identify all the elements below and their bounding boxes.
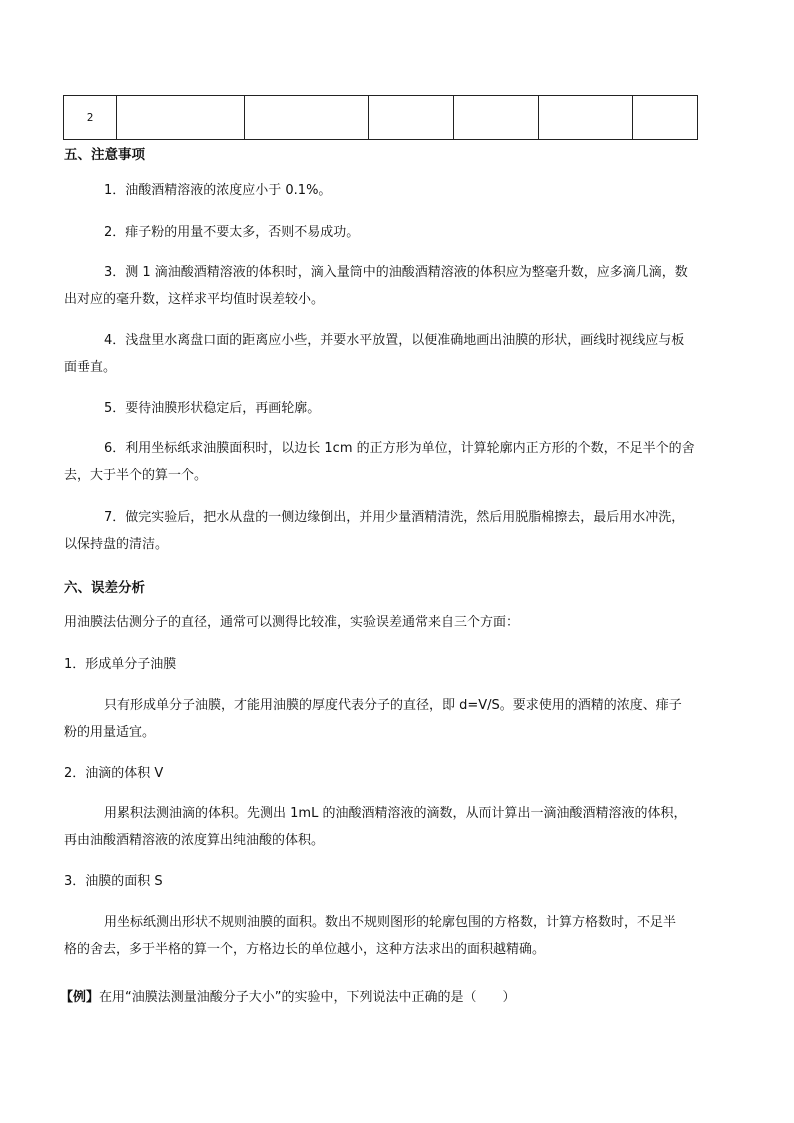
- precaution-5: 5．要待油膜形状稳定后，再画轮廓。: [104, 401, 321, 416]
- error-subtitle-2: 2．油滴的体积 V: [64, 766, 164, 781]
- section-heading-error-analysis: 六、误差分析: [64, 580, 145, 596]
- precaution-4-line-1: 4．浅盘里水离盘口面的距离应小些，并要水平放置，以便准确地画出油膜的形状，画线时视线应与板: [104, 333, 685, 348]
- precaution-7-line-1: 7．做完实验后，把水从盘的一侧边缘倒出，并用少量酒精清洗，然后用脱脂棉擦去，最后用水冲洗，: [104, 510, 685, 525]
- table-row: [64, 96, 698, 140]
- precaution-7-line-2: 以保持盘的清洁。: [64, 537, 169, 552]
- section-heading-precautions: 五、注意事项: [64, 147, 145, 163]
- error-sub2-line-2: 再由油酸酒精溶液的浓度算出纯油酸的体积。: [64, 833, 325, 848]
- error-analysis-intro: 用油膜法估测分子的直径，通常可以测得比较准，实验误差通常来自三个方面：: [64, 615, 520, 630]
- precaution-2: 2．痱子粉的用量不要太多，否则不易成功。: [104, 225, 360, 240]
- precaution-4-line-2: 面垂直。: [64, 360, 117, 375]
- table-cell: [454, 96, 539, 140]
- data-table: [63, 95, 698, 140]
- table-cell: [369, 96, 454, 140]
- table-cell: [539, 96, 633, 140]
- precaution-1: 1．油酸酒精溶液的浓度应小于 0.1%。: [104, 183, 332, 198]
- error-subtitle-1: 1．形成单分子油膜: [64, 657, 177, 672]
- table-cell: [117, 96, 245, 140]
- error-sub3-line-1: 用坐标纸测出形状不规则油膜的面积。数出不规则图形的轮廓包围的方格数，计算方格数时，不足半: [104, 915, 677, 930]
- example-label: 【例】: [60, 990, 100, 1005]
- table-cell-row-label: 2: [64, 96, 117, 140]
- precaution-6-line-2: 去，大于半个的算一个。: [64, 468, 208, 483]
- precaution-6-line-1: 6．利用坐标纸求油膜面积时，以边长 1cm 的正方形为单位，计算轮廓内正方形的个数，不足半个的舍: [104, 441, 695, 456]
- precaution-3-line-1: 3．测 1 滴油酸酒精溶液的体积时，滴入量筒中的油酸酒精溶液的体积应为整毫升数，应多滴几滴，数: [104, 265, 688, 280]
- table-cell: [245, 96, 369, 140]
- error-sub1-line-1: 只有形成单分子油膜，才能用油膜的厚度代表分子的直径，即 d=V/S。要求使用的酒精的浓度、痱子: [104, 698, 682, 713]
- precaution-3-line-2: 出对应的毫升数，这样求平均值时误差较小。: [64, 292, 325, 307]
- error-subtitle-3: 3．油膜的面积 S: [64, 874, 163, 889]
- error-sub1-line-2: 粉的用量适宜。: [64, 725, 156, 740]
- error-sub2-line-1: 用累积法测油滴的体积。先测出 1mL 的油酸酒精溶液的滴数，从而计算出一滴油酸酒精溶液的体积，: [104, 806, 687, 821]
- example-question: [60, 984, 516, 1011]
- example-text: 在用“油膜法测量油酸分子大小”的实验中，下列说法中正确的是（ ）: [99, 990, 516, 1005]
- table-cell: [633, 96, 698, 140]
- error-sub3-line-2: 格的舍去，多于半格的算一个，方格边长的单位越小，这种方法求出的面积越精确。: [64, 942, 546, 957]
